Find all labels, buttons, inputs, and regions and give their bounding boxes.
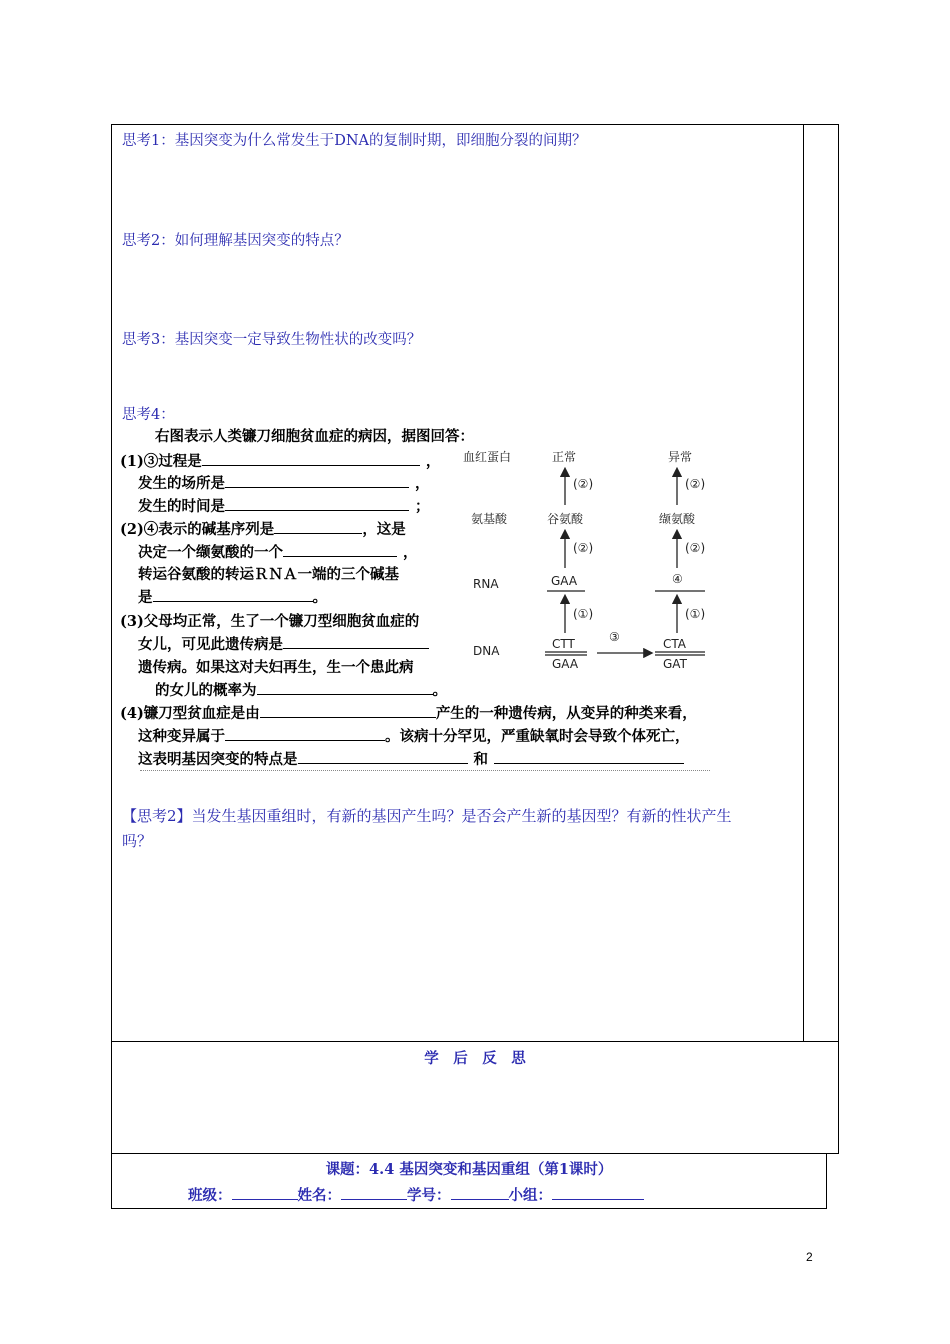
row-label-rna: RNA: [473, 577, 499, 591]
label-abnormal: 异常: [668, 450, 693, 464]
exercise-q3-line3: 遗传病。如果这对夫妇再生，生一个患此病: [138, 659, 414, 676]
frame-bottom: [111, 1208, 827, 1209]
student-no-input[interactable]: [451, 1185, 509, 1200]
answer-blank[interactable]: [225, 496, 409, 511]
answer-blank[interactable]: [283, 634, 429, 649]
think-question-3: 思考3：基因突变一定导致生物性状的改变吗？: [122, 332, 422, 348]
student-info-row: [188, 1184, 644, 1205]
step2-abnormal-upper: (②): [685, 477, 706, 491]
q4b-after: 。该病十分罕见，严重缺氧时会导致个体死亡，: [385, 728, 690, 745]
step2-abnormal-middle: (②): [685, 541, 706, 555]
label-glutamic-acid: 谷氨酸: [547, 512, 584, 526]
exercise-q3-line4: [155, 679, 447, 700]
answer-blank[interactable]: [225, 726, 385, 741]
rna-abnormal: ④: [672, 572, 683, 586]
row-label-dna: DNA: [473, 644, 500, 658]
sickle-cell-diagram: [455, 440, 735, 680]
label-valine: 缬氨酸: [659, 512, 696, 526]
q4c-mid: 和: [473, 751, 488, 768]
student-no-label: 学号：: [407, 1187, 451, 1204]
group-input[interactable]: [552, 1185, 644, 1200]
q3d-period: 。: [432, 682, 447, 699]
q1b-comma: ，: [415, 475, 430, 492]
frame-outer-right: [838, 124, 839, 1154]
dna-abnormal-top: CTA: [663, 637, 686, 651]
exercise-q1-line2: [138, 472, 430, 493]
think-extra-tag: 【思考2】: [122, 807, 192, 825]
label-normal: 正常: [552, 450, 577, 464]
q1a-text: (1)③过程是: [120, 453, 202, 470]
q2d-text: 是: [138, 589, 153, 606]
row-label-hemoglobin: 血红蛋白: [463, 450, 512, 464]
think-extra-line1: [122, 805, 732, 826]
answer-blank[interactable]: [298, 749, 468, 764]
think-question-4: 思考4：: [122, 407, 175, 423]
q1c-text: 发生的时间是: [138, 498, 225, 515]
row-divider-1: [111, 1041, 839, 1042]
q1c-semicolon: ；: [415, 498, 430, 515]
think-extra-text: 当发生基因重组时，有新的基因产生吗？是否会产生新的基因型？有新的性状产生: [191, 807, 732, 825]
exercise-q2-line2: [138, 541, 418, 562]
exercise-q4-line2: [138, 725, 690, 746]
step2-normal-upper: (②): [573, 477, 594, 491]
exercise-q3-line1: (3)父母均正常，生了一个镰刀型细胞贫血症的: [120, 613, 420, 630]
q1b-text: 发生的场所是: [138, 475, 225, 492]
lesson-title: 课题：4.4 基因突变和基因重组（第1课时）: [325, 1161, 613, 1178]
step1-normal: (①): [573, 607, 594, 621]
answer-blank[interactable]: [283, 542, 397, 557]
scan-cutoff-edge: [140, 770, 710, 773]
exercise-q4-line1: [120, 702, 697, 723]
dna-normal-top: CTT: [552, 637, 575, 651]
exercise-q2-line3: 转运谷氨酸的转运ＲＮＡ一端的三个碱基: [138, 566, 399, 583]
exercise-q4-line3: [138, 748, 684, 768]
step3-label: ③: [609, 630, 620, 644]
q4a-text: (4)镰刀型贫血症是由: [120, 705, 260, 722]
q2a-text: (2)④表示的碱基序列是: [120, 521, 275, 538]
q4b-text: 这种变异属于: [138, 728, 225, 745]
row-divider-2: [111, 1153, 839, 1154]
exercise-q3-line2: [138, 633, 429, 654]
answer-blank[interactable]: [225, 473, 409, 488]
page-number: 2: [806, 1250, 813, 1264]
answer-blank[interactable]: [260, 703, 436, 718]
dna-abnormal-bottom: GAT: [663, 657, 687, 671]
rna-normal: GAA: [551, 574, 578, 588]
dna-normal-bottom: GAA: [552, 657, 579, 671]
class-input[interactable]: [232, 1185, 298, 1200]
q2d-period: 。: [312, 589, 327, 606]
q2b-text: 决定一个缬氨酸的一个: [138, 544, 283, 561]
row-label-amino-acid: 氨基酸: [471, 512, 508, 526]
answer-blank[interactable]: [202, 451, 420, 466]
exercise-q1-line1: [120, 450, 440, 471]
frame-inner-right: [803, 124, 804, 1041]
q2b-comma: ，: [403, 544, 418, 561]
q4a-after: 产生的一种遗传病，从变异的种类来看，: [435, 705, 697, 722]
exercise-q2-line1: [120, 518, 406, 539]
step1-abnormal: (①): [685, 607, 706, 621]
q3d-text: 的女儿的概率为: [155, 682, 257, 699]
q1a-comma: ，: [425, 453, 441, 470]
name-label: 姓名：: [297, 1187, 341, 1204]
frame-left: [111, 124, 112, 1208]
think-question-2: 思考2：如何理解基因突变的特点？: [122, 233, 349, 249]
answer-blank[interactable]: [274, 519, 362, 534]
group-label: 小组：: [508, 1187, 552, 1204]
name-input[interactable]: [341, 1185, 407, 1200]
exercise-q1-line3: [138, 495, 430, 516]
step2-normal-middle: (②): [573, 541, 594, 555]
q3b-text: 女儿，可见此遗传病是: [138, 636, 283, 653]
reflection-title: 学 后 反 思: [424, 1050, 526, 1067]
frame-top: [111, 124, 839, 125]
think-extra-line2: 吗？: [122, 832, 153, 850]
q2a-after: ，这是: [362, 521, 406, 538]
think-question-1: 思考1：基因突变为什么常发生于DNA的复制时期，即细胞分裂的间期？: [122, 133, 587, 149]
answer-blank[interactable]: [153, 587, 313, 602]
answer-blank[interactable]: [494, 749, 684, 764]
exercise-intro: 右图表示人类镰刀细胞贫血症的病因，据图回答：: [155, 428, 474, 445]
exercise-q2-line4: [138, 586, 327, 607]
class-label: 班级：: [188, 1187, 232, 1204]
q4c-text: 这表明基因突变的特点是: [138, 751, 298, 768]
answer-blank[interactable]: [257, 680, 433, 695]
